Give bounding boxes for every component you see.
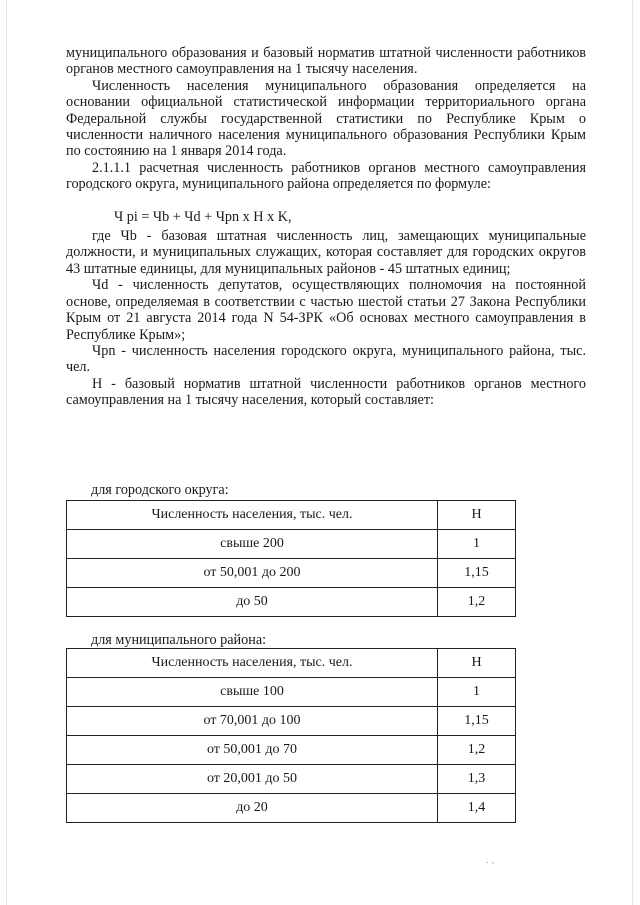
table-cell: 1 [438,678,516,707]
body-text [66,45,586,409]
table-cell: до 50 [67,588,438,617]
table-cell: от 70,001 до 100 [67,707,438,736]
table-cell: до 20 [67,794,438,823]
table-row [67,736,516,765]
table-cell: 1,15 [438,707,516,736]
paragraph-continuation: муниципального образования и базовый норматив штатной численности работников органов местного самоуправления на 1 тысячу населения. [66,45,586,78]
table-header-row [67,649,516,678]
paragraph-population: Численность населения муниципального образования определяется на основании официальной статистической информации территориального органа Федеральной службы государственной статистики по Республике Крым о численности наличного населения муниципального образования Республики Крым по состоянию на 1 января 2014 года. [66,77,586,160]
table-cell: свыше 200 [67,530,438,559]
header-cell-n: Н [438,501,516,530]
scan-mark: . , [486,854,495,866]
table-row [67,678,516,707]
paragraph-def-chd: Чd - численность депутатов, осуществляющих полномочия на постоянной основе, определяемая в соответствии с частью шестой статьи 27 Закона Республики Крым от 21 августа 2014 года N 54-ЗРК «Об основах местного самоуправления в Республике Крым»; [66,277,586,343]
table-cell: свыше 100 [67,678,438,707]
table-cell: 1,3 [438,765,516,794]
paragraph-clause-2-1-1-1: 2.1.1.1 расчетная численность работников органов местного самоуправления городского округа, муниципального района определяется по формуле: [66,159,586,193]
table-row [67,588,516,617]
paragraph-def-chrn: Чрn - численность населения городского округа, муниципального района, тыс. чел. [66,342,586,376]
table-row [67,530,516,559]
table-row [67,707,516,736]
header-cell-population: Численность населения, тыс. чел. [67,501,438,530]
table-row [67,794,516,823]
formula: Ч рi = Чb + Чd + Чрn х Н х K, [114,208,292,225]
scan-edge-left [6,0,7,905]
table-city-district [66,500,516,617]
table-municipal-district [66,648,516,823]
table-cell: от 50,001 до 200 [67,559,438,588]
scan-edge-right [632,0,633,905]
header-cell-n: Н [438,649,516,678]
table-cell: от 20,001 до 50 [67,765,438,794]
table-cell: 1,2 [438,736,516,765]
table-row [67,559,516,588]
table-header-row [67,501,516,530]
table2-caption: для муниципального района: [91,632,267,648]
table-cell: 1 [438,530,516,559]
table1-caption: для городского округа: [91,482,229,498]
paragraph-def-n: Н - базовый норматив штатной численности работников органов местного самоуправления на 1 тысячу населения, который составляет: [66,375,586,409]
table-cell: 1,15 [438,559,516,588]
table-cell: от 50,001 до 70 [67,736,438,765]
table-row [67,765,516,794]
table-cell: 1,4 [438,794,516,823]
paragraph-def-chb: где Чb - базовая штатная численность лиц, замещающих муниципальные должности, и муниципальных служащих, которая составляет для городских округов 43 штатные единицы, для муниципальных районов - 45 штатных единиц; [66,228,586,277]
table-cell: 1,2 [438,588,516,617]
header-cell-population: Численность населения, тыс. чел. [67,649,438,678]
